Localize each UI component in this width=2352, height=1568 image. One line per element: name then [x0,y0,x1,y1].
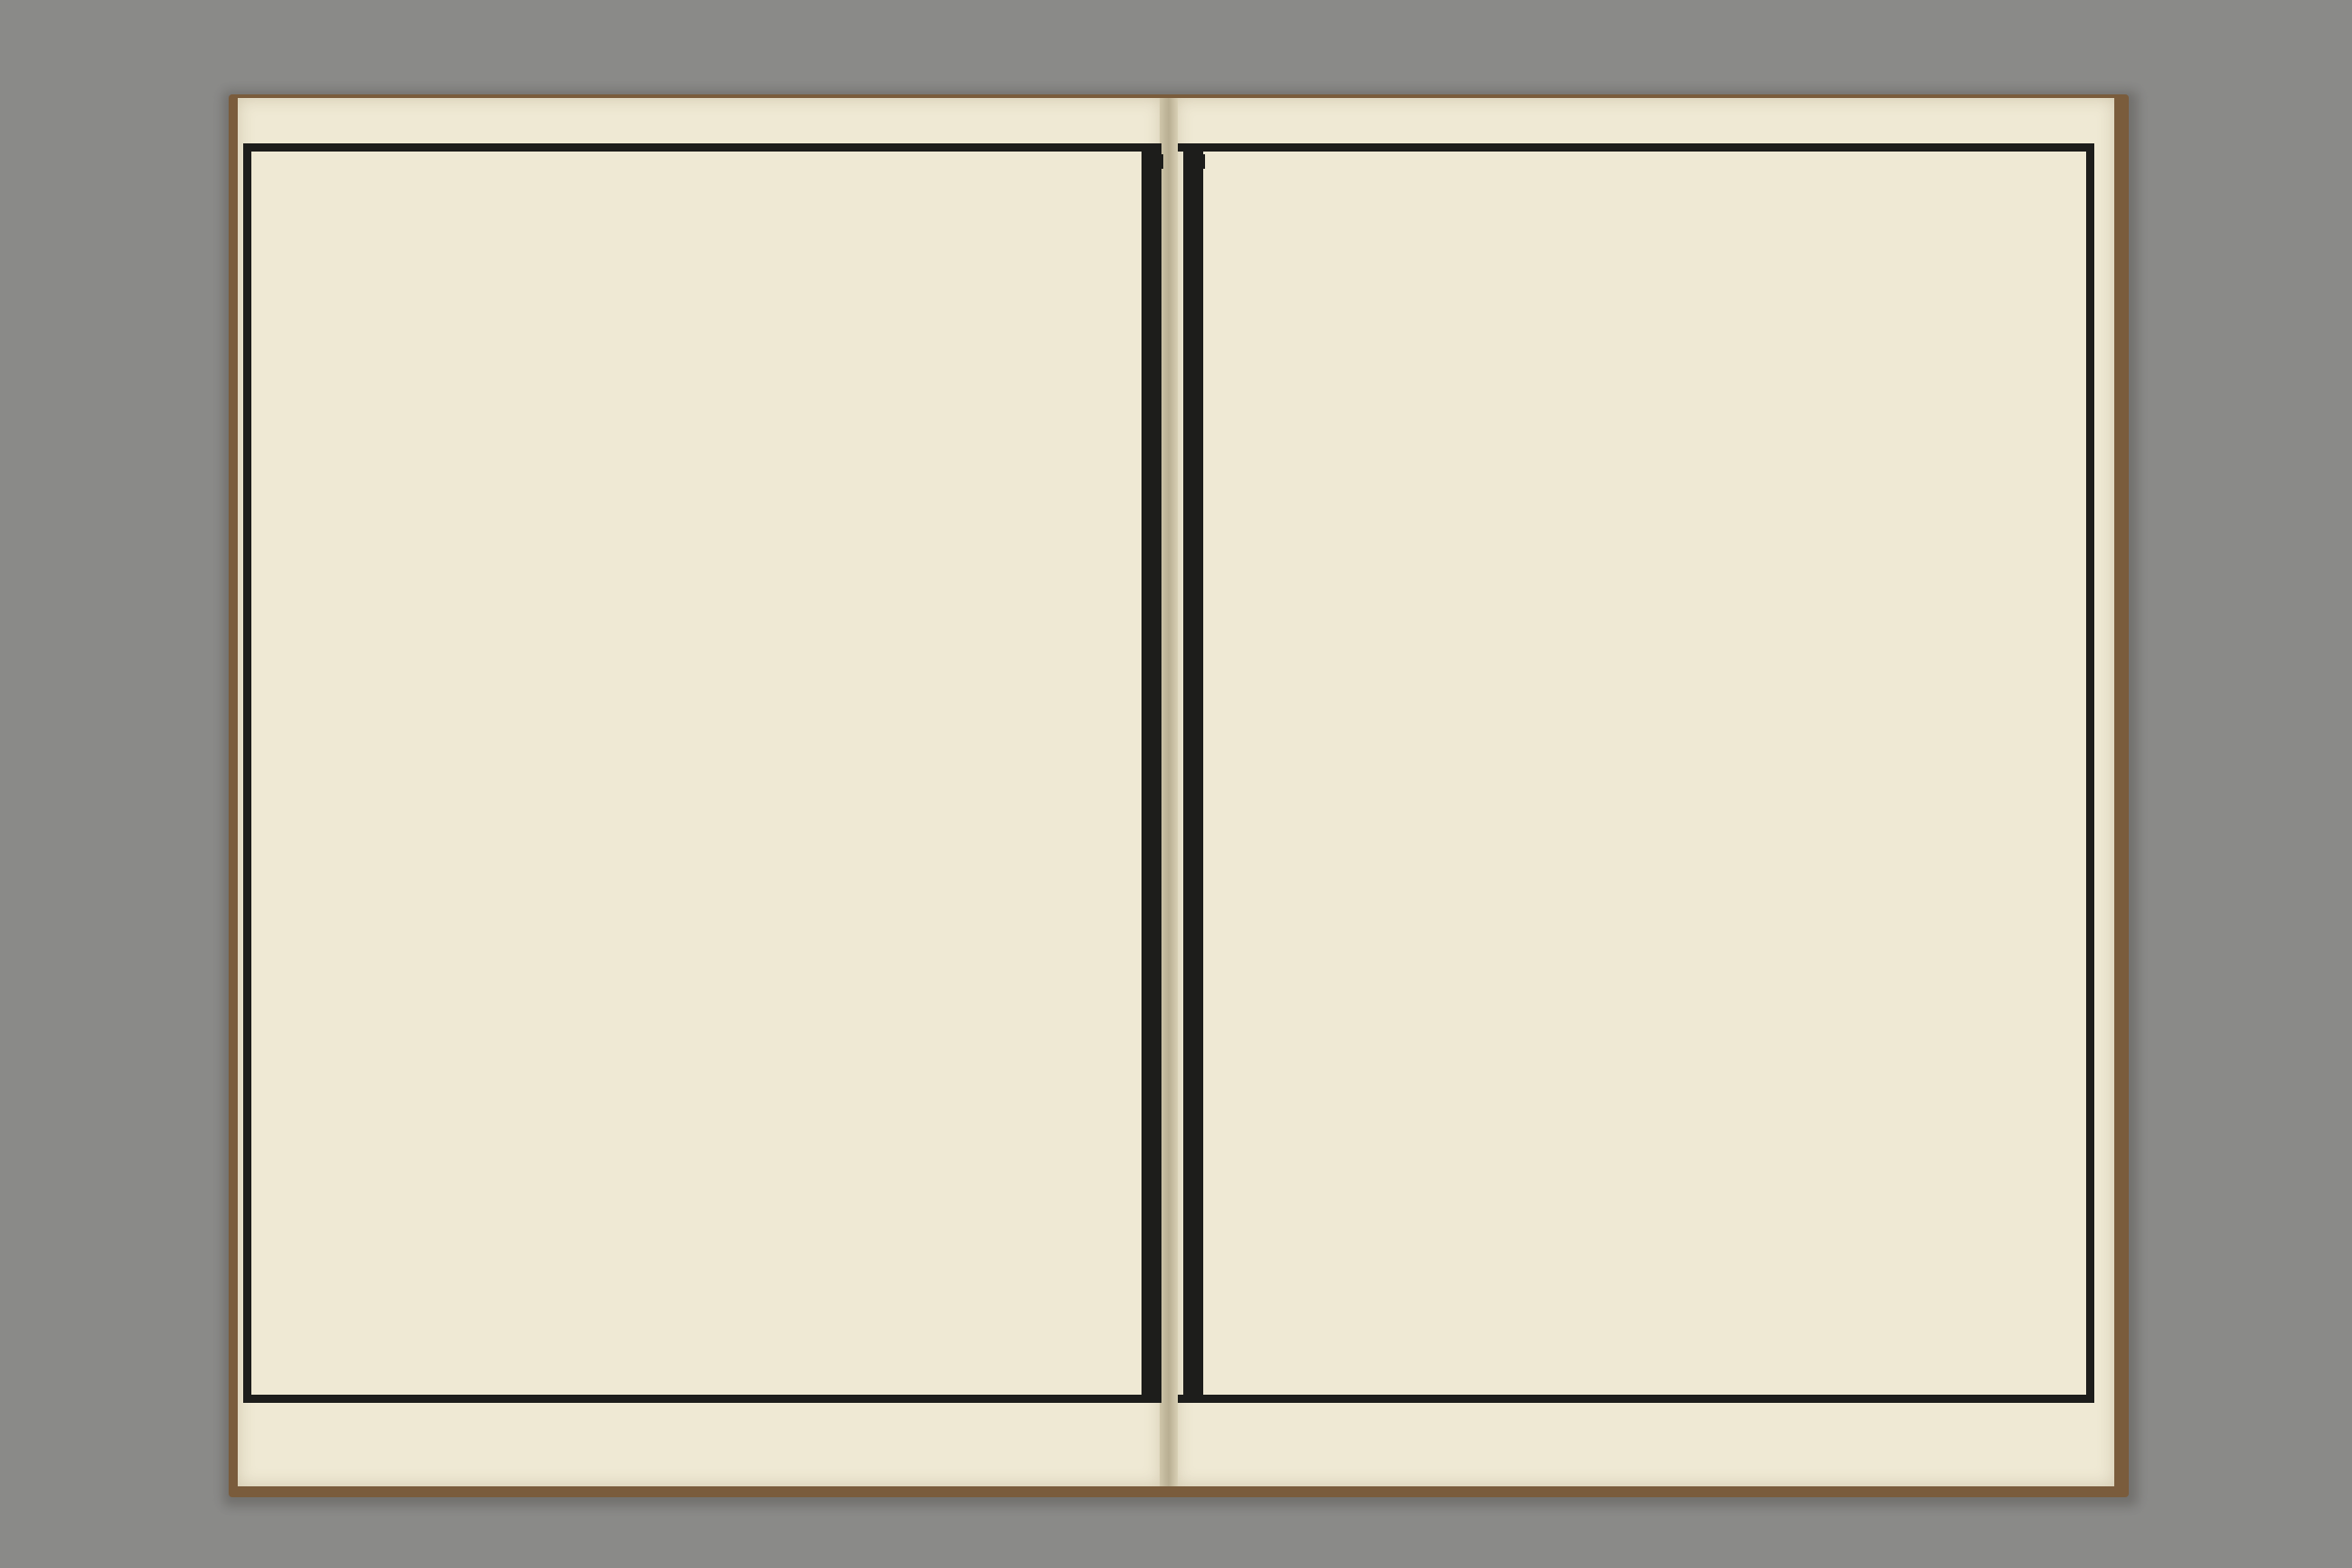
left-fold-strip [1142,143,1161,1403]
right-page-header [1185,154,1205,169]
left-page-frame [243,143,1161,1403]
right-fold-strip [1183,143,1203,1403]
left-page-header [1143,154,1163,169]
right-page-frame [1178,143,2094,1403]
book-gutter [1160,98,1178,1486]
